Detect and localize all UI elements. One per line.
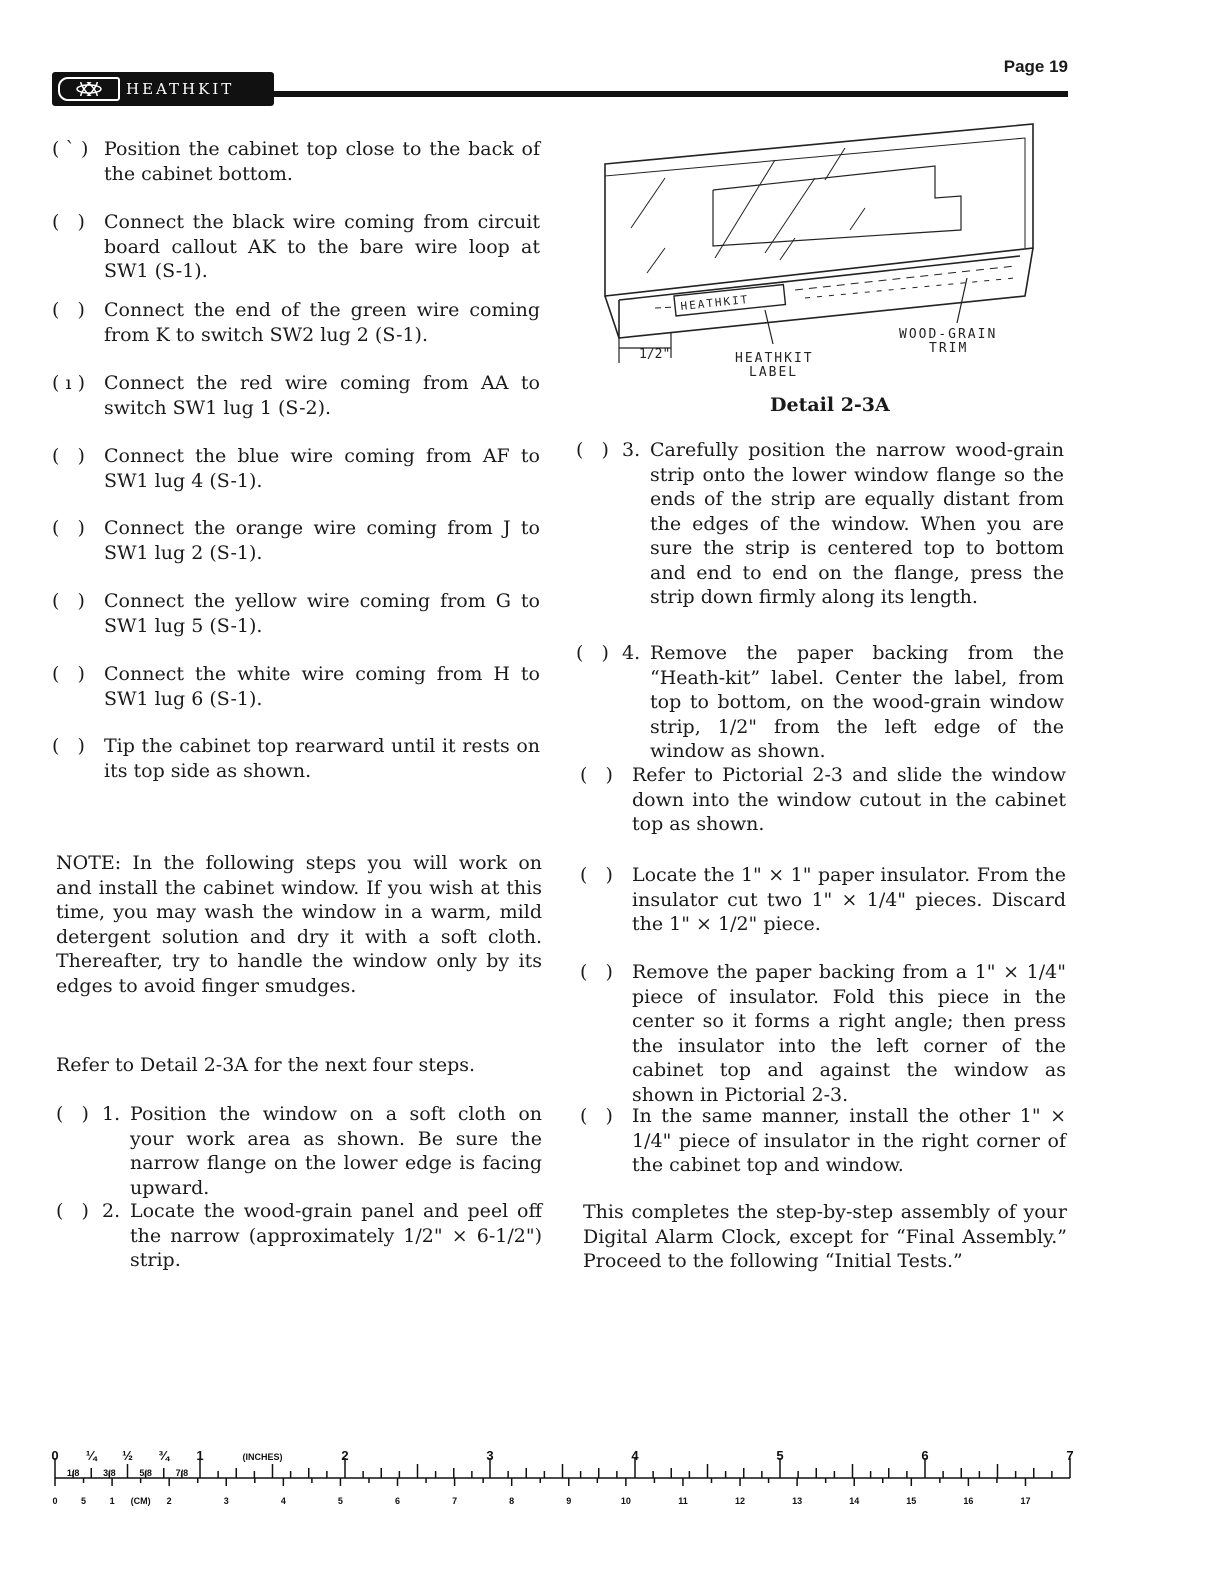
step-text: Position the window on a soft cloth on your work area as shown. Be sure the narrow flange on the lower edge is facing upward.	[130, 1103, 542, 1199]
refer-paragraph: Refer to Detail 2-3A for the next four steps.	[56, 1054, 476, 1076]
cm-number: 17	[1020, 1496, 1031, 1506]
brand-name: HEATHKIT	[126, 80, 235, 98]
step-number: 1.	[102, 1103, 121, 1125]
step-text: Locate the 1" × 1" paper insulator. From the insulator cut two 1" × 1/4" pieces. Discard the 1" × 1/2" piece.	[632, 864, 1066, 935]
step-text: Connect the white wire coming from H to SW1 lug 6 (S-1).	[104, 663, 540, 710]
step-text: Refer to Pictorial 2-3 and slide the window down into the window cutout in the cabinet top as shown.	[632, 764, 1066, 835]
closing-paragraph: This completes the step-by-step assembly of your Digital Alarm Clock, except for “Final Assembly.” Proceed to the following “Initial Tests.”	[583, 1201, 1067, 1272]
step-checkbox[interactable]: ( ı )	[52, 372, 85, 394]
step-checkbox[interactable]: ( )	[580, 864, 613, 886]
header-rule	[270, 91, 1068, 97]
cm-number: 16	[963, 1496, 974, 1506]
inch-number: 6	[921, 1448, 929, 1463]
step-text: Tip the cabinet top rearward until it rests on its top side as shown.	[104, 735, 540, 782]
cm-number: 3	[223, 1496, 229, 1506]
inch-number: 5	[776, 1448, 784, 1463]
cm-number: 7	[452, 1496, 458, 1506]
heathkit-label-callout-line2: LABEL	[749, 365, 799, 380]
step-checkbox[interactable]: ( )	[580, 1105, 613, 1127]
step-checkbox[interactable]: ( )	[576, 642, 609, 664]
wood-grain-callout-line2: TRIM	[929, 341, 969, 356]
step-checkbox[interactable]: ( )	[56, 1200, 89, 1222]
measurement-ruler	[40, 1440, 1090, 1510]
cm-number: 5	[337, 1496, 343, 1506]
step-text: In the same manner, install the other 1" × 1/4" piece of insulator in the right corner of the cabinet top and window.	[632, 1105, 1066, 1176]
step-checkbox[interactable]: ( )	[580, 961, 613, 983]
heathkit-label-callout-line1: HEATHKIT	[735, 351, 814, 366]
cm-number: 6	[395, 1496, 401, 1506]
inch-number: ½	[122, 1448, 133, 1463]
inch-number: 2	[341, 1448, 349, 1463]
eighth-label: 3/8	[103, 1468, 116, 1478]
heathkit-logo	[52, 72, 274, 106]
step-text: Carefully position the narrow wood-grain strip onto the lower window flange so the ends of the strip are equally distant from the edges of the window. When you are sure the strip is centered top to bottom and end to end on the flange, press the strip down firmly along its length.	[650, 439, 1064, 608]
step-text: Connect the end of the green wire coming from K to switch SW2 lug 2 (S-1).	[104, 299, 540, 346]
atom-icon	[74, 82, 104, 96]
step-checkbox[interactable]: ( )	[52, 445, 85, 467]
cm-number: 8	[509, 1496, 515, 1506]
step-number: 2.	[102, 1200, 121, 1222]
step-text: Connect the yellow wire coming from G to SW1 lug 5 (S-1).	[104, 590, 540, 637]
cm-number: 4	[280, 1496, 286, 1506]
eighth-label: 1/8	[66, 1468, 80, 1478]
cm-number: 10	[620, 1496, 631, 1506]
cm-number: 15	[906, 1496, 917, 1506]
heathkit-logo-icon	[58, 77, 120, 101]
step-text: Connect the orange wire coming from J to SW1 lug 2 (S-1).	[104, 517, 540, 564]
cm-number: 14	[849, 1496, 860, 1506]
step-checkbox[interactable]: ( )	[56, 1103, 89, 1125]
step-checkbox[interactable]: ( )	[52, 211, 85, 233]
step-checkbox[interactable]: ( )	[52, 299, 85, 321]
step-checkbox[interactable]: ( )	[580, 764, 613, 786]
inch-number: ¾	[158, 1448, 170, 1463]
step-checkbox[interactable]: ( )	[52, 663, 85, 685]
step-text: Remove the paper backing from the “Heath-kit” label. Center the label, from top to bottom, on the wood-grain window strip, 1/2" from the left edge of the window as shown.	[650, 642, 1064, 762]
page-number: Page 19	[1003, 57, 1068, 76]
inch-number: ¼	[85, 1448, 97, 1463]
step-checkbox[interactable]: ( )	[52, 735, 85, 757]
cm-number: 12	[735, 1496, 746, 1506]
detail-caption: Detail 2-3A	[770, 394, 890, 416]
window-detail-diagram	[595, 118, 1045, 388]
step-checkbox[interactable]: ( )	[52, 517, 85, 539]
inch-number: 4	[631, 1448, 639, 1463]
cm-unit-label: (CM)	[130, 1496, 151, 1506]
step-checkbox[interactable]: ( )	[576, 439, 609, 461]
step-checkbox[interactable]: ( ˋ )	[52, 138, 89, 160]
step-text: Connect the blue wire coming from AF to SW1 lug 4 (S-1).	[104, 445, 540, 492]
step-text: Connect the red wire coming from AA to switch SW1 lug 1 (S-2).	[104, 372, 540, 419]
cm-number: 0	[52, 1496, 58, 1506]
inch-number: 3	[486, 1448, 494, 1463]
cm-number: 9	[566, 1496, 572, 1506]
cm-number: 13	[792, 1496, 803, 1506]
step-text: Connect the black wire coming from circuit board callout AK to the bare wire loop at SW1 (S-1).	[104, 211, 540, 282]
step-checkbox[interactable]: ( )	[52, 590, 85, 612]
cm-number: 5	[81, 1496, 87, 1506]
inch-number: 7	[1066, 1448, 1074, 1463]
window-cutout-outline	[713, 166, 961, 246]
window-outline	[605, 124, 1033, 296]
dimension-label: 1/2"	[639, 347, 671, 362]
step-text: Locate the wood-grain panel and peel off the narrow (approximately 1/2" × 6-1/2") strip.	[130, 1200, 542, 1271]
inch-number: 0	[51, 1448, 59, 1463]
strip-label-text: HEATHKIT	[679, 292, 750, 313]
wood-grain-callout-line1: WOOD-GRAIN	[899, 327, 998, 342]
eighth-label: 5/8	[139, 1468, 152, 1478]
cm-number: 1	[109, 1496, 115, 1506]
eighth-label: 7/8	[175, 1468, 189, 1478]
step-text: Position the cabinet top close to the back of the cabinet bottom.	[104, 138, 540, 185]
cm-number: 2	[166, 1496, 172, 1506]
step-number: 3.	[622, 439, 641, 461]
step-number: 4.	[622, 642, 641, 664]
cm-number: 11	[678, 1496, 688, 1506]
note-paragraph: NOTE: In the following steps you will work on and install the cabinet window. If you wish at this time, you may wash the window in a warm, mild detergent solution and dry it with a soft cloth. Thereafter, try to handle the window only by its edges to avoid finger smudges.	[56, 852, 542, 997]
inch-number: 1	[196, 1448, 204, 1463]
step-text: Remove the paper backing from a 1" × 1/4" piece of insulator. Fold this piece in the center so it forms a right angle; then press the insulator into the left corner of the cabinet top and against the window as shown in Pictorial 2-3.	[632, 961, 1066, 1106]
inch-unit-label: (INCHES)	[242, 1452, 283, 1462]
